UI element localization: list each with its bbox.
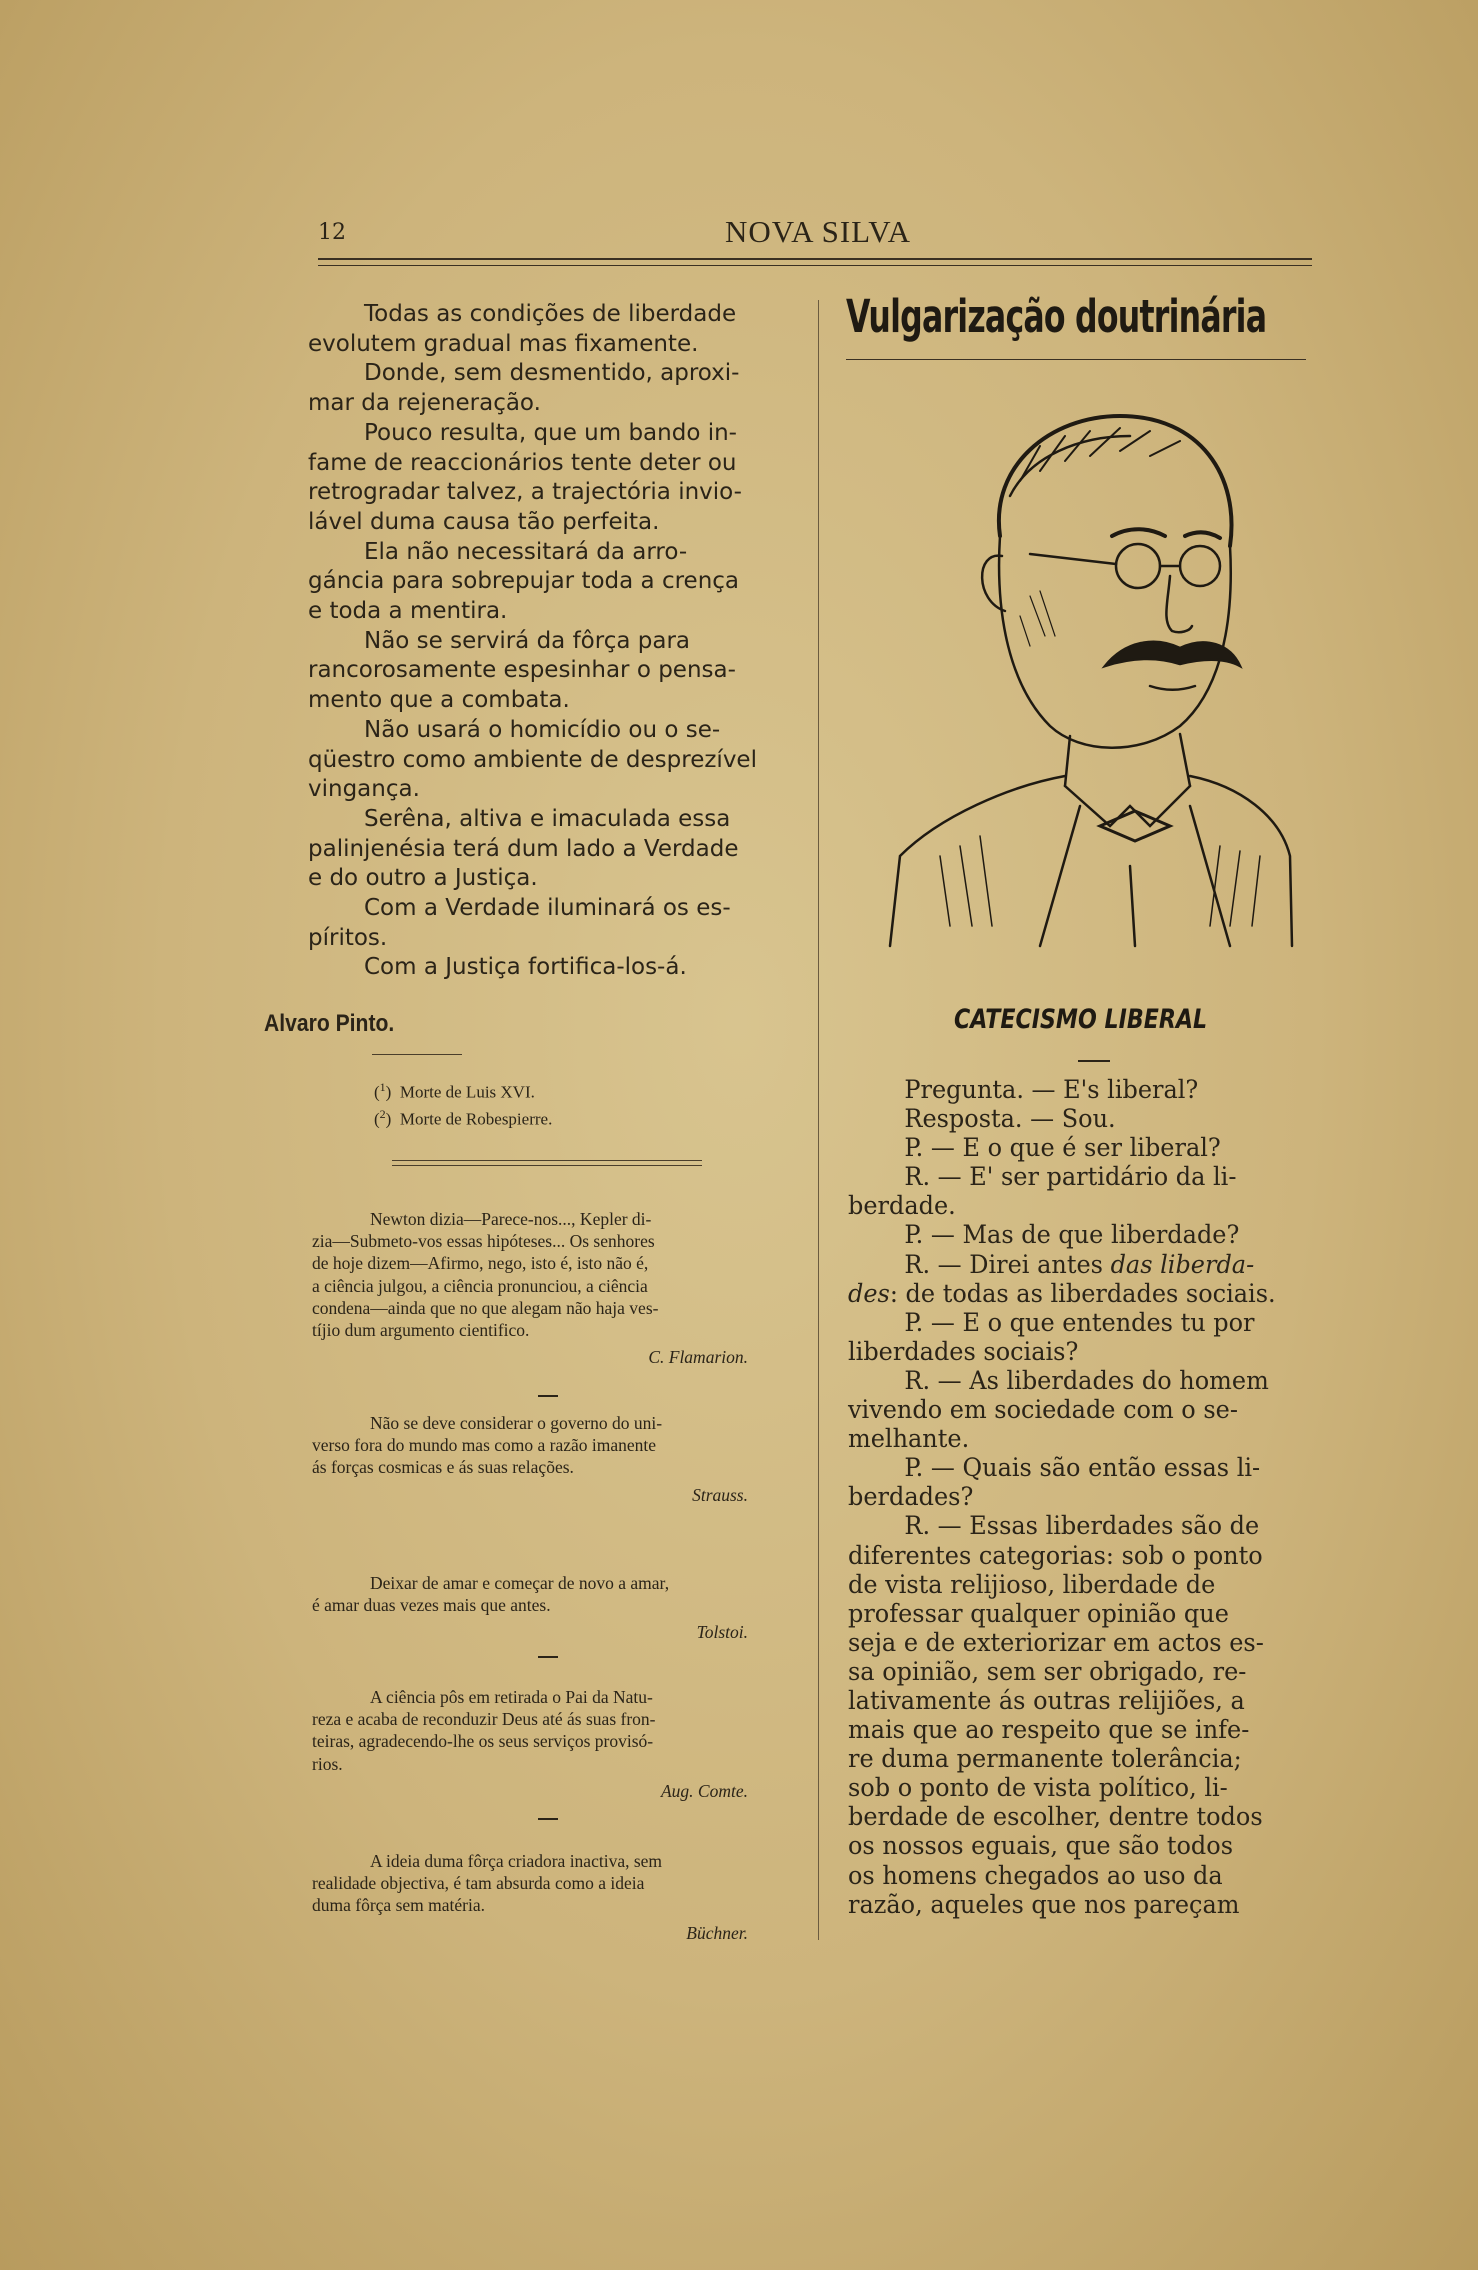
catechism-line: R. — As liberdades do homem: [904, 1365, 1269, 1396]
quote-line: condena—ainda que no que alegam não haja ves-: [312, 1297, 659, 1318]
quote-author: Tolstoi.: [696, 1622, 748, 1643]
quote-line: tíjio dum argumento cientifico.: [312, 1320, 530, 1341]
quote-line: zia—Submeto-vos essas hipóteses... Os senhores: [312, 1231, 655, 1252]
catechism-line: diferentes categorias: sob o ponto: [848, 1540, 1263, 1571]
catechism-line: mais que ao respeito que se infe-: [848, 1715, 1250, 1746]
catechism-line: professar qualquer opinião que: [848, 1598, 1229, 1629]
page-number: 12: [318, 220, 346, 245]
article-signature: Alvaro Pinto.: [264, 1010, 395, 1037]
catechism-line: P. — E o que é ser liberal?: [904, 1133, 1221, 1164]
catechism-line: de vista relijioso, liberdade de: [848, 1569, 1216, 1600]
article-line: evolutem gradual mas fixamente.: [308, 330, 699, 357]
quote-author: Strauss.: [692, 1484, 748, 1505]
quote-line: Deixar de amar e começar de novo a amar,: [370, 1573, 670, 1593]
catechism-line: Resposta. — Sou.: [904, 1104, 1116, 1135]
article-line: lável duma causa tão perfeita.: [308, 508, 660, 535]
quote-line: Newton dizia—Parece-nos..., Kepler di-: [370, 1209, 652, 1229]
catechism-line: berdade.: [848, 1191, 956, 1222]
quote-dash: [538, 1656, 558, 1658]
catechism-line: des: de todas as liberdades sociais.: [848, 1278, 1276, 1309]
article-line: e do outro a Justiça.: [308, 865, 538, 892]
article-line: mento que a combata.: [308, 687, 570, 714]
quote-line: A ciência pôs em retirada o Pai da Natu-: [370, 1687, 653, 1707]
article-line: fame de reaccionários tente deter ou: [308, 449, 737, 476]
article-line: palinjenésia terá dum lado a Verdade: [308, 835, 739, 862]
quote-line: a ciência julgou, a ciência pronunciou, a ciência: [312, 1275, 648, 1296]
catechism-line: R. — Essas liberdades são de: [904, 1511, 1260, 1542]
page-header: [318, 212, 1318, 262]
section-rule: [1078, 1060, 1110, 1062]
quote-strauss: [312, 1412, 786, 1506]
article-line: Pouco resulta, que um bando in-: [364, 419, 737, 446]
article-line: Serêna, altiva e imaculada essa: [364, 805, 731, 832]
article-line: Todas as condições de liberdade: [364, 301, 737, 327]
article-line: e toda a mentira.: [308, 598, 508, 625]
quote-line: ás forças cosmicas e ás suas relações.: [312, 1457, 574, 1478]
quote-line: de hoje dizem—Afirmo, nego, isto é, isto não é,: [312, 1253, 649, 1274]
quote-line: reza e acaba de reconduzir Deus até ás suas fron-: [312, 1709, 656, 1730]
footnote-2: ($^2$) Morte de Robespierre.: [374, 1107, 553, 1129]
quote-author: C. Flamarion.: [648, 1347, 748, 1368]
quote-tolstoi: [312, 1572, 786, 1643]
left-article: [308, 300, 788, 983]
quote-comte: [312, 1686, 786, 1802]
article-line: vingança.: [308, 776, 420, 803]
catechism-line: R. — Direi antes das liberda-: [904, 1249, 1255, 1280]
catechism-line: re duma permanente tolerância;: [848, 1744, 1242, 1775]
quote-author: Aug. Comte.: [660, 1780, 748, 1801]
article-line: qüestro como ambiente de desprezível: [308, 746, 757, 773]
catechism-line: sob o ponto de vista político, li-: [848, 1773, 1228, 1804]
article-line: Não se servirá da fôrça para: [364, 627, 690, 654]
catechism-line: razão, aqueles que nos pareçam: [848, 1889, 1240, 1920]
article-line: píritos.: [308, 924, 388, 951]
title-rule: [846, 359, 1306, 360]
catechism-line: sa opinião, sem ser obrigado, re-: [848, 1656, 1247, 1687]
catechism-line: melhante.: [848, 1424, 970, 1455]
catechism-line: os homens chegados ao uso da: [848, 1860, 1223, 1891]
article-title: Vulgarização doutrinária: [846, 290, 1267, 343]
catechism-line: os nossos eguais, que são todos: [848, 1831, 1234, 1862]
catechism-line: P. — Quais são então essas li-: [904, 1453, 1261, 1484]
catechism-line: Pregunta. — E's liberal?: [904, 1075, 1199, 1105]
article-line: gáncia para sobrepujar toda a crença: [308, 568, 740, 595]
header-rule: [318, 258, 1312, 266]
quote-author: Büchner.: [686, 1922, 748, 1943]
quote-dash: [538, 1818, 558, 1820]
left-article-body: [308, 300, 788, 983]
quote-line: realidade objectiva, é tam absurda como a ideia: [312, 1873, 645, 1894]
catechism-line: P. — E o que entendes tu por: [904, 1307, 1255, 1338]
portrait-illustration: [880, 386, 1300, 976]
catechism-line: vivendo em sociedade com o se-: [848, 1395, 1238, 1426]
catechism-line: berdades?: [848, 1482, 974, 1513]
article-line: Donde, sem desmentido, aproxi-: [364, 360, 740, 387]
quote-line: é amar duas vezes mais que antes.: [312, 1595, 551, 1616]
catechism-line: R. — E' ser partidário da li-: [904, 1162, 1237, 1193]
section-separator: [392, 1160, 702, 1166]
quote-line: teiras, agradecendo-lhe os seus serviços provisó-: [312, 1731, 654, 1752]
catechism-line: P. — Mas de que liberdade?: [904, 1220, 1240, 1251]
article-line: rancorosamente espesinhar o pensa-: [308, 657, 736, 684]
catechism-line: lativamente ás outras relijiões, a: [848, 1685, 1245, 1716]
quote-line: duma fôrça sem matéria.: [312, 1895, 485, 1916]
article-line: mar da rejeneração.: [308, 390, 541, 417]
footnote-rule: [372, 1054, 462, 1055]
catechism-body: [848, 1076, 1328, 1920]
catechism-line: berdade de escolher, dentre todos: [848, 1802, 1263, 1833]
catechism-line: seja e de exteriorizar em actos es-: [848, 1627, 1264, 1658]
article-line: Com a Verdade iluminará os es-: [364, 895, 731, 922]
article-line: Não usará o homicídio ou o se-: [364, 716, 721, 743]
quote-dash: [538, 1395, 558, 1397]
quote-line: rios.: [312, 1753, 343, 1774]
article-line: Com a Justiça fortifica-los-á.: [364, 954, 687, 981]
article-line: retrogradar talvez, a trajectória invio-: [308, 479, 742, 506]
column-divider: [818, 300, 819, 1940]
quote-flamarion: [312, 1208, 786, 1368]
running-title: NOVA SILVA: [724, 214, 912, 249]
footnote-1: ($^1$) Morte de Luis XVI.: [374, 1080, 535, 1102]
section-title: CATECISMO LIBERAL: [954, 1004, 1208, 1035]
quote-buchner: [312, 1850, 786, 1944]
quote-line: Não se deve considerar o governo do uni-: [370, 1413, 663, 1433]
quote-line: A ideia duma fôrça criadora inactiva, sem: [370, 1851, 663, 1871]
quote-line: verso fora do mundo mas como a razão imanente: [312, 1435, 657, 1456]
catechism-line: liberdades sociais?: [848, 1336, 1079, 1367]
article-line: Ela não necessitará da arro-: [364, 538, 688, 565]
